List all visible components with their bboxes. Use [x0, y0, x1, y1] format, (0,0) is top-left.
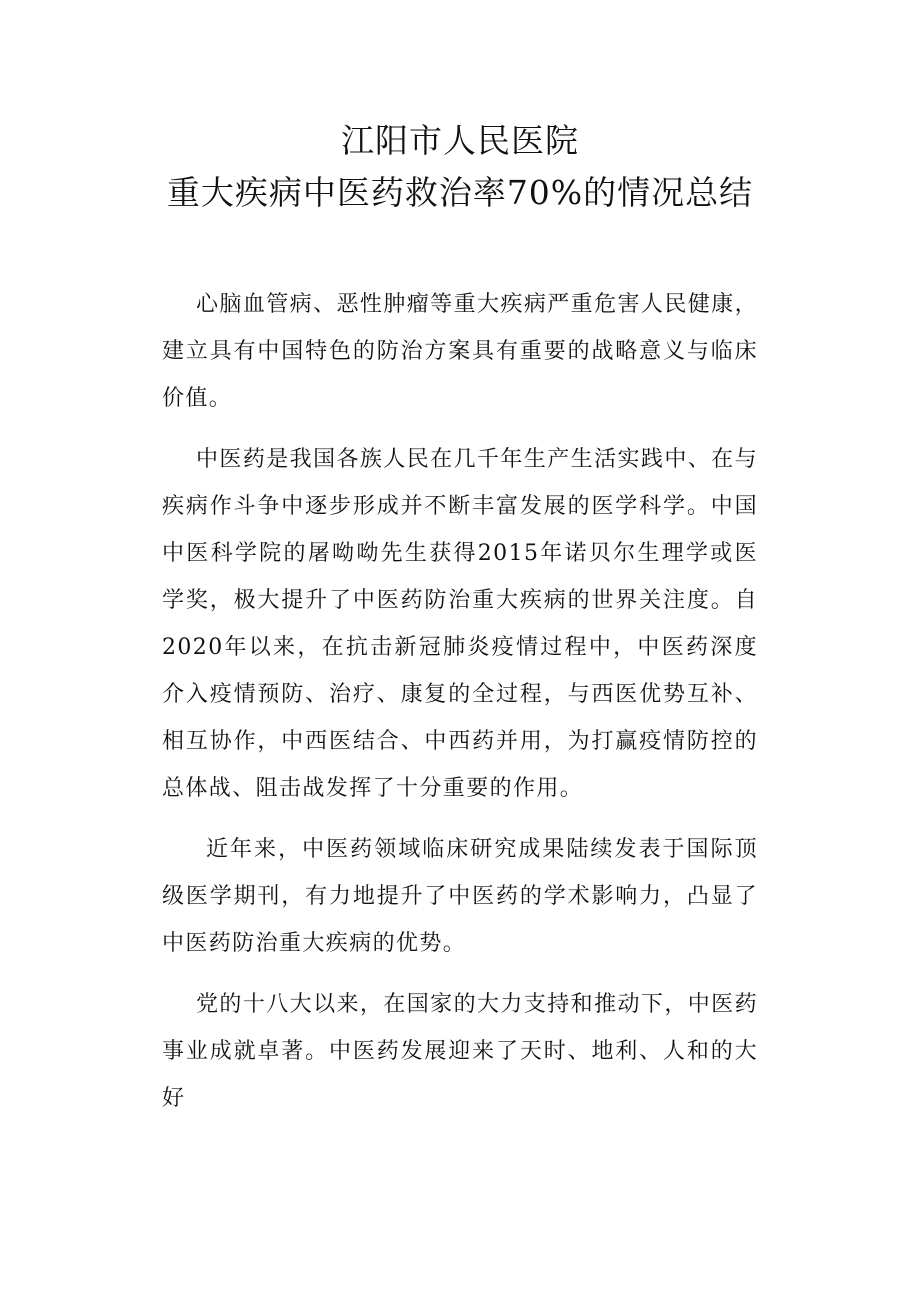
document-title: [0, 118, 920, 216]
paragraph-1: 心脑血管病、恶性肿瘤等重大疾病严重危害人民健康，建立具有中国特色的防治方案具有重要的战略意义与临床价值。: [162, 292, 758, 411]
paragraph-3: 近年来，中医药领域临床研究成果陆续发表于国际顶级医学期刊，有力地提升了中医药的学术影响力，凸显了中医药防治重大疾病的优势。: [162, 837, 758, 956]
document-body: [162, 281, 758, 1136]
title-report-subject: 重大疾病中医药救治率70%的情况总结: [166, 173, 754, 212]
paragraph-2: 中医药是我国各族人民在几千年生产生活实践中、在与疾病作斗争中逐步形成并不断丰富发展的医学科学。中国中医科学院的屠呦呦先生获得2015年诺贝尔生理学或医学奖，极大提升了中医药防治重大疾病的世界关注度。自2020年以来，在抗击新冠肺炎疫情过程中，中医药深度介入疫情预防、治疗、康复的全过程，与西医优势互补、相互协作，中西医结合、中西药并用，为打赢疫情防控的总体战、阻击战发挥了十分重要的作用。: [162, 447, 758, 801]
paragraph-4: 党的十八大以来，在国家的大力支持和推动下，中医药事业成就卓著。中医药发展迎来了天时、地利、人和的大好: [162, 992, 758, 1111]
title-hospital-name: 江阳市人民医院: [341, 121, 579, 160]
